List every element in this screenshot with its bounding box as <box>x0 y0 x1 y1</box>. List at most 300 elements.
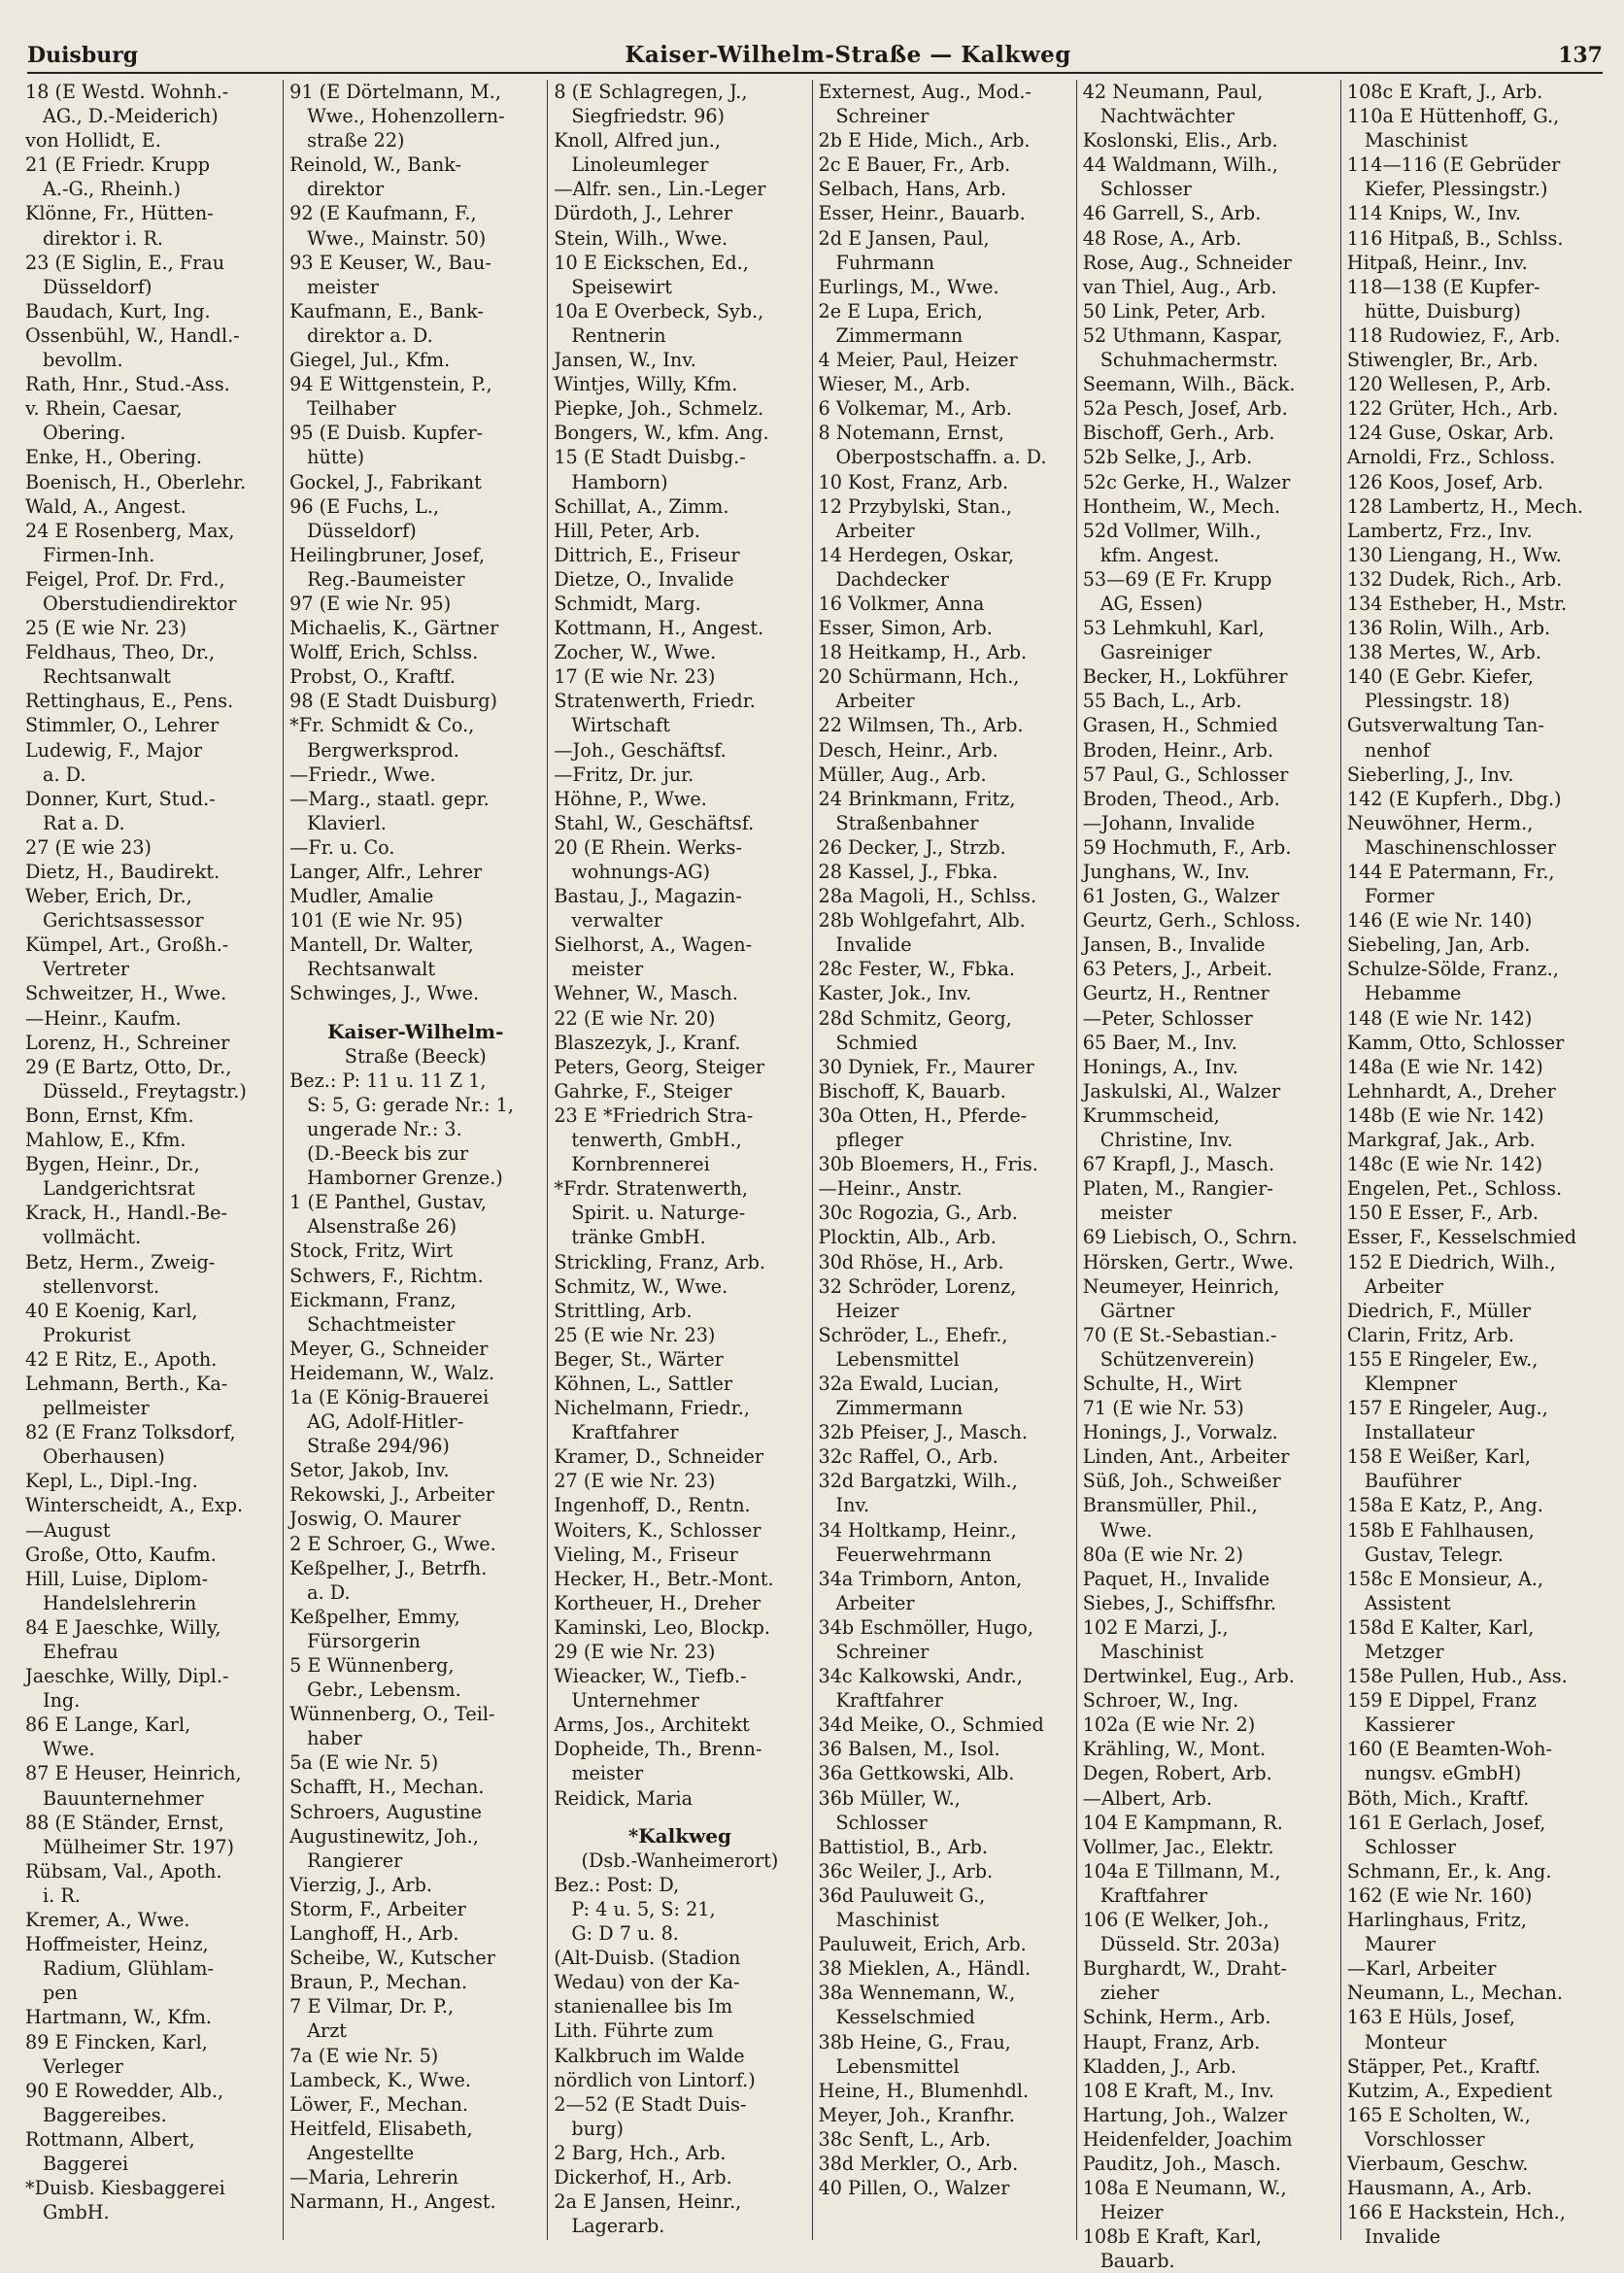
directory-entry: Rettinghaus, E., Pens. <box>25 690 234 713</box>
directory-entry: 95 (E Duisb. Kupfer- <box>289 422 484 445</box>
directory-entry: 118—138 (E Kupfer- <box>1346 275 1540 298</box>
directory-entry: 32 Schröder, Lorenz, <box>818 1274 1017 1298</box>
directory-entry: Dietz, H., Baudirekt. <box>25 861 220 883</box>
directory-entry: 38c Senft, L., Arb. <box>818 2127 992 2151</box>
directory-entry: Kümpel, Art., Großh.- <box>25 933 229 957</box>
directory-entry: Geurtz, Gerh., Schloss. <box>1082 909 1302 933</box>
directory-entry: Heilingbruner, Josef, <box>289 543 486 566</box>
directory-entry: ungerade Nr.: 3. <box>307 1117 462 1140</box>
directory-entry: GmbH. <box>43 2201 110 2224</box>
directory-entry: Kraftfahrer <box>571 1421 679 1444</box>
directory-entry: 122 Grüter, Hch., Arb. <box>1346 397 1559 421</box>
directory-entry: Neumann, L., Mechan. <box>1346 1982 1563 2005</box>
directory-entry: Hecker, H., Betr.-Mont. <box>554 1567 774 1590</box>
directory-entry: 126 Koos, Josef, Arb. <box>1346 470 1544 493</box>
directory-entry: Jansen, B., Invalide <box>1082 933 1266 957</box>
directory-entry: Speisewirt <box>571 275 672 298</box>
directory-entry: P: 4 u. 5, S: 21, <box>571 1897 716 1920</box>
directory-entry: Blaszezyk, J., Kranf. <box>554 1031 741 1054</box>
page-header <box>27 35 1603 74</box>
directory-entry: Narmann, H., Angest. <box>289 2190 496 2214</box>
directory-entry: 150 E Esser, F., Arb. <box>1346 1202 1539 1225</box>
directory-entry: Alsenstraße 26) <box>307 1215 457 1238</box>
directory-entry: Bongers, W., kfm. Ang. <box>554 422 769 445</box>
directory-entry: Esser, Simon, Arb. <box>818 617 993 640</box>
directory-entry: Wwe., Hohenzollern- <box>307 105 505 128</box>
directory-entry: Teilhaber <box>307 397 396 421</box>
directory-entry: Kottmann, H., Angest. <box>554 617 764 640</box>
directory-entry: Lagerarb. <box>571 2215 665 2238</box>
directory-entry: Düsseldorf) <box>43 275 152 298</box>
directory-entry: Dopheide, Th., Brenn- <box>554 1738 762 1761</box>
directory-entry: 1a (E König-Brauerei <box>289 1385 490 1408</box>
directory-entry: Gebr., Lebensm. <box>307 1679 461 1702</box>
directory-entry: —Marg., staatl. gepr. <box>289 787 490 810</box>
directory-entry: 69 Liebisch, O., Schrn. <box>1082 1226 1298 1249</box>
directory-entry: 91 (E Dörtelmann, M., <box>289 81 501 103</box>
directory-entry: *Frdr. Stratenwerth, <box>554 1177 748 1201</box>
directory-entry: 2a E Jansen, Heinr., <box>554 2190 742 2214</box>
directory-entry: Zocher, W., Wwe. <box>554 641 717 664</box>
directory-entry: Rat a. D. <box>43 811 125 834</box>
directory-entry: Baggerei <box>43 2152 129 2175</box>
directory-entry: Augustinewitz, Joh., <box>289 1824 479 1848</box>
directory-entry: —Friedr., Wwe. <box>289 763 436 786</box>
directory-entry: 26 Decker, J., Strzb. <box>818 835 1006 859</box>
directory-entry: Weber, Erich, Dr., <box>25 885 192 908</box>
directory-entry: Burghardt, W., Draht- <box>1082 1957 1287 1981</box>
directory-entry: Klempner <box>1364 1372 1458 1395</box>
spacer <box>289 1006 541 1020</box>
directory-entry: 29 (E wie Nr. 23) <box>554 1641 716 1663</box>
directory-entry: 12 Przybylski, Stan., <box>818 494 1012 518</box>
directory-entry: Mülheimer Str. 197) <box>43 1835 235 1858</box>
directory-entry: Haupt, Franz, Arb. <box>1082 2030 1261 2053</box>
directory-entry: 57 Paul, G., Schlosser <box>1082 763 1289 786</box>
directory-entry: 80a (E wie Nr. 2) <box>1082 1543 1243 1566</box>
directory-entry: 52a Pesch, Josef, Arb. <box>1082 397 1288 421</box>
directory-entry: bevollm. <box>43 349 123 372</box>
directory-entry: 2c E Bauer, Fr., Arb. <box>818 153 1011 177</box>
directory-entry: 6 Volkemar, M., Arb. <box>818 397 1012 421</box>
directory-entry: —Albert, Arb. <box>1082 1786 1212 1810</box>
directory-entry: 21 (E Friedr. Krupp <box>25 153 211 177</box>
directory-entry: Schützenverein) <box>1100 1347 1255 1371</box>
directory-entry: 130 Liengang, H., Ww. <box>1346 543 1562 566</box>
directory-column <box>283 80 547 2240</box>
directory-entry: Keßpelher, J., Betrfh. <box>289 1556 488 1579</box>
directory-entry: Arbeiter <box>835 690 915 713</box>
directory-entry: Zimmermann <box>835 1397 964 1420</box>
directory-entry: Scheibe, W., Kutscher <box>289 1947 495 1970</box>
directory-entry: Kaster, Jok., Inv. <box>818 982 972 1005</box>
directory-entry: (Alt-Duisb. (Stadion <box>554 1947 741 1970</box>
directory-entry: 142 (E Kupferh., Dbg.) <box>1346 787 1562 810</box>
directory-entry: 138 Mertes, W., Arb. <box>1346 641 1541 664</box>
directory-entry: Straße 294/96) <box>307 1435 450 1458</box>
directory-entry: Kremer, A., Wwe. <box>25 1909 190 1932</box>
directory-entry: Diedrich, F., Müller <box>1346 1299 1532 1322</box>
directory-entry: —Peter, Schlosser <box>1082 1006 1253 1030</box>
directory-entry: AG., D.-Meiderich) <box>43 105 219 128</box>
directory-entry: Langhoff, H., Arb. <box>289 1922 459 1946</box>
directory-entry: Klavierl. <box>307 811 387 834</box>
directory-entry: Gasreiniger <box>1100 641 1212 664</box>
directory-entry: Kiefer, Plessingstr.) <box>1364 178 1548 201</box>
directory-entry: Siebeling, Jan, Arb. <box>1346 933 1531 957</box>
directory-entry: direktor a. D. <box>307 323 433 347</box>
directory-entry: 158e Pullen, Hub., Ass. <box>1346 1665 1568 1688</box>
directory-entry: Maschinist <box>1100 1641 1203 1663</box>
directory-entry: Christine, Inv. <box>1100 1129 1234 1152</box>
directory-entry: Bischoff, Gerh., Arb. <box>1082 422 1275 445</box>
directory-entry: 52d Vollmer, Wilh., <box>1082 519 1262 542</box>
directory-columns <box>25 80 1605 2273</box>
directory-entry: 24 Brinkmann, Fritz, <box>818 787 1016 810</box>
directory-entry: Schroer, W., Ing. <box>1082 1689 1239 1713</box>
directory-entry: Stimmler, O., Lehrer <box>25 714 220 737</box>
directory-entry: Schlosser <box>1364 1835 1457 1858</box>
directory-entry: direktor i. R. <box>43 226 163 250</box>
directory-entry: Vierzig, J., Arb. <box>289 1873 432 1896</box>
directory-entry: Hitpaß, Heinr., Inv. <box>1346 251 1528 274</box>
directory-entry: Hill, Luise, Diplom- <box>25 1567 209 1590</box>
directory-entry: Vertreter <box>43 958 130 981</box>
directory-entry: 157 E Ringeler, Aug., <box>1346 1397 1548 1420</box>
header-streets: Kaiser-Wilhelm-Straße — Kalkweg <box>625 42 1071 68</box>
directory-entry: AG, Essen) <box>1100 592 1203 615</box>
directory-entry: Kutzim, A., Expedient <box>1346 2079 1552 2102</box>
directory-entry: Eurlings, M., Wwe. <box>818 275 999 298</box>
directory-entry: Rose, Aug., Schneider <box>1082 251 1292 274</box>
directory-entry: pellmeister <box>43 1397 150 1420</box>
directory-entry: i. R. <box>43 1883 81 1907</box>
directory-entry: Hebamme <box>1364 982 1462 1005</box>
directory-entry: —Joh., Geschäftsf. <box>554 738 727 762</box>
directory-entry: Kraftfahrer <box>835 1689 943 1713</box>
directory-entry: nungsv. eGmbH) <box>1364 1762 1522 1785</box>
directory-entry: 165 E Scholten, W., <box>1346 2103 1531 2126</box>
directory-entry: tränke GmbH. <box>571 1226 706 1249</box>
directory-entry: 160 (E Beamten-Woh- <box>1346 1738 1552 1761</box>
directory-entry: Peters, Georg, Steiger <box>554 1055 765 1078</box>
directory-entry: Keßpelher, Emmy, <box>289 1605 460 1628</box>
directory-entry: Hontheim, W., Mech. <box>1082 494 1281 518</box>
directory-entry: Angestellte <box>307 2141 415 2164</box>
directory-entry: Lehnhardt, A., Dreher <box>1346 1079 1556 1103</box>
directory-entry: Düsseld. Str. 203a) <box>1100 1933 1280 1956</box>
directory-entry: Storm, F., Arbeiter <box>289 1897 466 1920</box>
directory-entry: Bez.: P: 11 u. 11 Z 1, <box>289 1069 487 1092</box>
directory-entry: 55 Bach, L., Arb. <box>1082 690 1242 713</box>
directory-entry: 42 E Ritz, E., Apoth. <box>25 1347 218 1371</box>
directory-entry: 27 (E wie 23) <box>25 835 152 859</box>
directory-entry: Baudach, Kurt, Ing. <box>25 299 211 322</box>
directory-entry: Bauarb. <box>1100 2250 1175 2273</box>
directory-entry: 114 Knips, W., Inv. <box>1346 202 1521 225</box>
directory-entry: 36d Pauluweit G., <box>818 1883 986 1907</box>
directory-entry: Fürsorgerin <box>307 1629 421 1652</box>
directory-entry: Schuhmachermstr. <box>1100 349 1278 372</box>
directory-entry: 52b Selke, J., Arb. <box>1082 446 1253 469</box>
directory-entry: verwalter <box>571 909 662 933</box>
directory-entry: wohnungs-AG) <box>571 861 711 883</box>
directory-entry: 89 E Fincken, Karl, <box>25 2030 208 2053</box>
directory-entry: 10 Kost, Franz, Arb. <box>818 470 1009 493</box>
directory-entry: Hamborn) <box>571 470 668 493</box>
directory-entry: Harlinghaus, Fritz, <box>1346 1909 1527 1932</box>
directory-entry: Heizer <box>835 1299 899 1322</box>
directory-entry: Stratenwerth, Friedr. <box>554 690 756 713</box>
directory-entry: Krähling, W., Mont. <box>1082 1738 1267 1761</box>
directory-entry: Knoll, Alfred jun., <box>554 129 721 153</box>
directory-entry: Honings, A., Inv. <box>1082 1055 1238 1078</box>
directory-entry: 84 E Jaeschke, Willy, <box>25 1615 221 1639</box>
directory-entry: Süß, Joh., Schweißer <box>1082 1470 1281 1493</box>
directory-entry: 1 (E Panthel, Gustav, <box>289 1191 488 1214</box>
directory-entry: Seemann, Wilh., Bäck. <box>1082 373 1296 396</box>
directory-entry: 30a Otten, H., Pferde- <box>818 1103 1028 1127</box>
directory-entry: Arbeiter <box>835 1591 915 1614</box>
directory-entry: Hartung, Joh., Walzer <box>1082 2103 1288 2126</box>
street-heading: Kaiser-Wilhelm- <box>327 1019 504 1043</box>
directory-entry: 53—69 (E Fr. Krupp <box>1082 567 1272 591</box>
directory-entry: Linoleumleger <box>571 153 709 177</box>
directory-entry: Meyer, G., Schneider <box>289 1337 489 1360</box>
directory-entry: Maschinenschlosser <box>1364 835 1556 859</box>
directory-entry: 20 (E Rhein. Werks- <box>554 835 742 859</box>
directory-entry: Rübsam, Val., Apoth. <box>25 1859 222 1883</box>
directory-entry: Schwers, F., Richtm. <box>289 1264 484 1287</box>
directory-entry: Strittling, Arb. <box>554 1299 693 1322</box>
directory-entry: 2—52 (E Stadt Duis- <box>554 2092 747 2116</box>
directory-entry: Neuwöhner, Herm., <box>1346 811 1534 834</box>
directory-entry: 32b Pfeiser, J., Masch. <box>818 1421 1028 1444</box>
directory-entry: 148c (E wie Nr. 142) <box>1346 1153 1543 1176</box>
directory-entry: 134 Estheber, H., Mstr. <box>1346 592 1568 615</box>
directory-entry: 70 (E St.-Sebastian.- <box>1082 1323 1277 1346</box>
directory-entry: Hausmann, A., Arb. <box>1346 2177 1533 2200</box>
directory-entry: Maschinist <box>1364 129 1469 153</box>
directory-entry: 98 (E Stadt Duisburg) <box>289 690 497 713</box>
directory-entry: 124 Guse, Oskar, Arb. <box>1346 422 1554 445</box>
directory-entry: 104a E Tillmann, M., <box>1082 1859 1281 1883</box>
directory-entry: Kesselschmied <box>835 2006 975 2029</box>
directory-entry: Plessingstr. 18) <box>1364 690 1510 713</box>
directory-entry: 17 (E wie Nr. 23) <box>554 665 716 689</box>
directory-entry: Krummscheid, <box>1082 1103 1220 1127</box>
directory-entry: Betz, Herm., Zweig- <box>25 1250 216 1273</box>
directory-entry: 8 Notemann, Ernst, <box>818 422 1004 445</box>
directory-entry: Koslonski, Elis., Arb. <box>1082 129 1278 153</box>
directory-entry: 114—116 (E Gebrüder <box>1346 153 1561 177</box>
directory-entry: nördlich von Lintorf.) <box>554 2068 756 2091</box>
directory-entry: 34b Eschmöller, Hugo, <box>818 1615 1033 1639</box>
directory-entry: meister <box>307 275 379 298</box>
directory-entry: 110a E Hüttenhoff, G., <box>1346 105 1560 128</box>
directory-entry: 42 Neumann, Paul, <box>1082 81 1264 103</box>
directory-entry: 36 Balsen, M., Isol. <box>818 1738 1000 1761</box>
directory-entry: Siegfriedstr. 96) <box>571 105 726 128</box>
directory-entry: Plocktin, Alb., Arb. <box>818 1226 997 1249</box>
directory-entry: 144 E Patermann, Fr., <box>1346 861 1555 883</box>
directory-entry: haber <box>307 1727 362 1750</box>
directory-entry: 36b Müller, W., <box>818 1786 961 1810</box>
directory-entry: Wieacker, W., Tiefb.- <box>554 1665 747 1688</box>
directory-entry: Schmied <box>835 1031 918 1054</box>
directory-entry: Fuhrmann <box>835 251 935 274</box>
directory-entry: 146 (E wie Nr. 140) <box>1346 909 1533 933</box>
directory-entry: Oberstudiendirektor <box>43 592 237 615</box>
directory-entry: Bransmüller, Phil., <box>1082 1494 1258 1517</box>
directory-entry: Krack, H., Handl.-Be- <box>25 1202 228 1225</box>
directory-entry: Reinold, W., Bank- <box>289 153 461 177</box>
directory-entry: Beger, St., Wärter <box>554 1347 724 1371</box>
directory-entry: meister <box>571 1762 644 1785</box>
directory-entry: Bischoff, K, Bauarb. <box>818 1079 1006 1103</box>
directory-entry: 46 Garrell, S., Arb. <box>1082 202 1262 225</box>
directory-entry: Schink, Herm., Arb. <box>1082 2006 1271 2029</box>
directory-entry: Hörsken, Gertr., Wwe. <box>1082 1250 1295 1273</box>
directory-entry: Reidick, Maria <box>554 1786 694 1810</box>
directory-entry: 108a E Neumann, W., <box>1082 2177 1287 2200</box>
directory-entry: Strickling, Franz, Arb. <box>554 1250 765 1273</box>
directory-entry: Nachtwächter <box>1100 105 1235 128</box>
directory-entry: Wedau) von der Ka- <box>554 1971 740 1994</box>
street-subheading: Straße (Beeck) <box>344 1044 487 1068</box>
directory-entry: Ingenhoff, D., Rentn. <box>554 1494 751 1517</box>
directory-entry: 63 Peters, J., Arbeit. <box>1082 958 1272 981</box>
directory-entry: 5 E Wünnenberg, <box>289 1654 455 1677</box>
directory-entry: 2d E Jansen, Paul, <box>818 226 990 250</box>
spacer <box>554 1811 805 1824</box>
directory-entry: 152 E Diedrich, Wilh., <box>1346 1250 1556 1273</box>
directory-entry: —Maria, Lehrerin <box>289 2165 459 2188</box>
directory-entry: 29 (E Bartz, Otto, Dr., <box>25 1055 232 1078</box>
directory-entry: 166 E Hackstein, Hch., <box>1346 2201 1566 2224</box>
directory-entry: Selbach, Hans, Arb. <box>818 178 1007 201</box>
directory-column <box>25 80 283 2240</box>
directory-entry: 90 E Rowedder, Alb., <box>25 2079 224 2102</box>
directory-entry: Braun, P., Mechan. <box>289 1971 468 1994</box>
page-number: 137 <box>1558 43 1603 68</box>
directory-entry: Pauditz, Joh., Masch. <box>1082 2152 1282 2175</box>
directory-entry: Schlosser <box>1100 178 1192 201</box>
directory-entry: Michaelis, K., Gärtner <box>289 617 499 640</box>
directory-entry: Platen, M., Rangier- <box>1082 1177 1273 1201</box>
directory-column <box>1340 80 1605 2249</box>
directory-entry: 108b E Kraft, Karl, <box>1082 2225 1262 2249</box>
directory-entry: Obering. <box>43 422 126 445</box>
directory-entry: Dittrich, E., Friseur <box>554 543 740 566</box>
directory-entry: Bergwerksprod. <box>307 738 459 762</box>
directory-entry: Rentnerin <box>571 323 666 347</box>
directory-entry: Heitfeld, Elisabeth, <box>289 2117 473 2140</box>
directory-entry: a. D. <box>43 763 86 786</box>
directory-entry: 92 (E Kaufmann, F., <box>289 202 477 225</box>
directory-entry: Bez.: Post: D, <box>554 1873 680 1896</box>
directory-entry: 28d Schmitz, Georg, <box>818 1006 1012 1030</box>
directory-entry: Stäpper, Pet., Kraftf. <box>1346 2054 1541 2078</box>
directory-entry: 140 (E Gebr. Kiefer, <box>1346 665 1534 689</box>
directory-entry: Schulze-Sölde, Franz., <box>1346 958 1559 981</box>
directory-entry: 18 (E Westd. Wohnh.- <box>25 81 229 103</box>
directory-entry: 32d Bargatzki, Wilh., <box>818 1470 1018 1493</box>
directory-entry: Setor, Jakob, Inv. <box>289 1459 450 1482</box>
directory-entry: Mantell, Dr. Walter, <box>289 933 474 957</box>
directory-entry: Schreiner <box>835 1641 930 1663</box>
directory-entry: 5a (E wie Nr. 5) <box>289 1751 439 1775</box>
directory-entry: Monteur <box>1364 2030 1447 2053</box>
directory-entry: Feuerwehrmann <box>835 1543 992 1566</box>
directory-entry: Gustav, Telegr. <box>1364 1543 1504 1566</box>
directory-entry: 10a E Overbeck, Syb., <box>554 299 764 322</box>
directory-entry: Unternehmer <box>571 1689 699 1713</box>
directory-entry: Piepke, Joh., Schmelz. <box>554 397 764 421</box>
directory-entry: 104 E Kampmann, R. <box>1082 1811 1283 1834</box>
directory-entry: Hill, Peter, Arb. <box>554 519 700 542</box>
directory-entry: Kladden, J., Arb. <box>1082 2054 1236 2078</box>
directory-entry: Mahlow, E., Kfm. <box>25 1129 186 1152</box>
directory-entry: Straßenbahner <box>835 811 979 834</box>
directory-entry: Bygen, Heinr., Dr., <box>25 1153 200 1176</box>
directory-entry: 148b (E wie Nr. 142) <box>1346 1103 1544 1127</box>
directory-entry: Lith. Führte zum <box>554 2019 714 2043</box>
directory-entry: Schafft, H., Mechan. <box>289 1776 485 1799</box>
directory-entry: Arzt <box>307 2019 348 2043</box>
directory-entry: 108c E Kraft, J., Arb. <box>1346 81 1543 103</box>
directory-entry: Kortheuer, H., Dreher <box>554 1591 761 1614</box>
directory-entry: Hoffmeister, Heinz, <box>25 1933 209 1956</box>
directory-entry: Ludewig, F., Major <box>25 738 203 762</box>
directory-entry: 88 (E Ständer, Ernst, <box>25 1811 224 1834</box>
directory-entry: 163 E Hüls, Josef, <box>1346 2006 1515 2029</box>
directory-entry: Schachtmeister <box>307 1312 456 1336</box>
directory-entry: Probst, O., Kraftf. <box>289 665 457 689</box>
directory-entry: 48 Rose, A., Arb. <box>1082 226 1242 250</box>
directory-entry: 25 (E wie Nr. 23) <box>554 1323 716 1346</box>
directory-entry: Linden, Ant., Arbeiter <box>1082 1445 1290 1469</box>
directory-entry: 14 Herdegen, Oskar, <box>818 543 1014 566</box>
directory-entry: Kamm, Otto, Schlosser <box>1346 1031 1565 1054</box>
directory-entry: Feldhaus, Theo, Dr., <box>25 641 216 664</box>
directory-entry: Lambeck, K., Wwe. <box>289 2068 471 2091</box>
directory-entry: Schmitz, W., Wwe. <box>554 1274 728 1298</box>
directory-entry: 116 Hitpaß, B., Schlss. <box>1346 226 1564 250</box>
directory-entry: Lebensmittel <box>835 2054 960 2078</box>
directory-entry: Kalkbruch im Walde <box>554 2044 745 2067</box>
directory-entry: 86 E Lange, Karl, <box>25 1713 191 1737</box>
directory-entry: Former <box>1364 885 1435 908</box>
directory-entry: Installateur <box>1364 1421 1475 1444</box>
directory-entry: 159 E Dippel, Franz <box>1346 1689 1537 1713</box>
directory-entry: Arms, Jos., Architekt <box>554 1713 750 1737</box>
directory-entry: Heizer <box>1100 2201 1164 2224</box>
directory-entry: direktor <box>307 178 385 201</box>
directory-entry: Honings, J., Vorwalz. <box>1082 1421 1278 1444</box>
directory-entry: Jansen, W., Inv. <box>554 349 696 372</box>
directory-entry: 34d Meike, O., Schmied <box>818 1713 1044 1737</box>
directory-entry: Spirit. u. Naturge- <box>571 1202 746 1225</box>
directory-entry: Kassierer <box>1364 1713 1455 1737</box>
directory-entry: 52c Gerke, H., Walzer <box>1082 470 1291 493</box>
directory-entry: straße 22) <box>307 129 405 153</box>
directory-entry: Assistent <box>1364 1591 1451 1614</box>
directory-entry: Kaminski, Leo, Blockp. <box>554 1615 771 1639</box>
directory-entry: Esser, Heinr., Bauarb. <box>818 202 1026 225</box>
directory-entry: meister <box>1100 1202 1172 1225</box>
directory-entry: Pauluweit, Erich, Arb. <box>818 1933 1027 1956</box>
